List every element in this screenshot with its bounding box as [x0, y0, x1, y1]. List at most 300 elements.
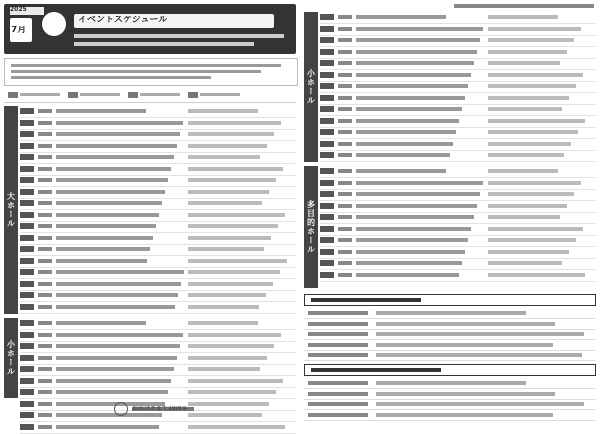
- section-tag-multipurpose-hall: [304, 166, 318, 288]
- section-tag-label: 多目的ホール: [306, 200, 316, 254]
- row-date-block: [320, 191, 334, 197]
- row-date-block: [20, 131, 34, 137]
- row-event-line: [356, 73, 471, 77]
- row-info-line: [188, 305, 259, 309]
- schedule-row: [320, 235, 596, 247]
- schedule-row: [20, 233, 296, 245]
- row-time-block: [38, 293, 52, 297]
- section-tag-large-hall: [4, 106, 18, 314]
- header-subtitle-line-2: [74, 42, 254, 46]
- row-info-line: [188, 132, 274, 136]
- table-row: [304, 350, 596, 361]
- row-time-block: [338, 261, 352, 265]
- row-date-block: [320, 249, 334, 255]
- row-date-block: [320, 49, 334, 55]
- row-date-block: [20, 389, 34, 395]
- row-event-line: [356, 169, 446, 173]
- row-time-block: [38, 224, 52, 228]
- row-time-block: [338, 38, 352, 42]
- table-cell-value: [376, 353, 582, 357]
- schedule-row: [320, 247, 596, 259]
- row-event-line: [56, 201, 162, 205]
- row-time-block: [38, 132, 52, 136]
- row-info-line: [188, 321, 258, 325]
- schedule-row: [20, 221, 296, 233]
- row-event-line: [56, 224, 156, 228]
- row-info-line: [188, 190, 269, 194]
- row-date-block: [20, 366, 34, 372]
- schedule-row: [20, 244, 296, 256]
- row-time-block: [338, 181, 352, 185]
- row-date-block: [20, 320, 34, 326]
- row-event-line: [56, 390, 168, 394]
- schedule-row: [20, 267, 296, 279]
- row-event-line: [56, 379, 171, 383]
- row-date-block: [320, 72, 334, 78]
- row-date-block: [20, 424, 34, 430]
- notice-line: [11, 76, 211, 79]
- table-cell-value: [376, 322, 555, 326]
- row-date-block: [320, 272, 334, 278]
- row-info-line: [188, 333, 281, 337]
- row-time-block: [338, 250, 352, 254]
- info-section-title: [304, 364, 596, 376]
- legend-chip: [128, 92, 138, 98]
- row-event-line: [56, 367, 174, 371]
- table-row: [304, 308, 596, 319]
- row-date-block: [20, 235, 34, 241]
- header-subtitle-line: [74, 34, 284, 38]
- row-time-block: [338, 142, 352, 146]
- schedule-row: [320, 201, 596, 213]
- row-info-line: [488, 238, 576, 242]
- row-date-block: [20, 223, 34, 229]
- row-event-line: [356, 50, 477, 54]
- row-event-line: [56, 167, 171, 171]
- row-time-block: [338, 153, 352, 157]
- row-info-line: [488, 153, 564, 157]
- row-info-line: [488, 169, 558, 173]
- row-time-block: [338, 50, 352, 54]
- row-event-line: [56, 321, 146, 325]
- row-time-block: [338, 227, 352, 231]
- schedule-row: [20, 330, 296, 342]
- schedule-row: [20, 353, 296, 365]
- row-info-line: [488, 273, 585, 277]
- row-time-block: [38, 402, 52, 406]
- row-info-line: [488, 192, 574, 196]
- row-date-block: [20, 401, 34, 407]
- row-time-block: [38, 390, 52, 394]
- row-date-block: [20, 292, 34, 298]
- row-date-block: [20, 343, 34, 349]
- row-info-line: [488, 73, 583, 77]
- row-event-line: [356, 15, 446, 19]
- schedule-row: [320, 24, 596, 36]
- schedule-row: [20, 152, 296, 164]
- schedule-row: [320, 258, 596, 270]
- table-cell-label: [308, 402, 368, 406]
- row-info-line: [188, 224, 278, 228]
- row-date-block: [20, 166, 34, 172]
- row-time-block: [38, 270, 52, 274]
- schedule-row: [320, 139, 596, 151]
- row-time-block: [38, 344, 52, 348]
- schedule-row: [320, 81, 596, 93]
- legend-chip: [188, 92, 198, 98]
- row-event-line: [356, 27, 483, 31]
- row-time-block: [338, 96, 352, 100]
- row-date-block: [320, 237, 334, 243]
- row-event-line: [356, 38, 480, 42]
- table-cell-label: [308, 392, 368, 396]
- schedule-row: [320, 224, 596, 236]
- row-time-block: [38, 167, 52, 171]
- row-date-block: [320, 152, 334, 158]
- row-event-line: [56, 293, 178, 297]
- legend-text: [80, 93, 120, 96]
- row-date-block: [20, 177, 34, 183]
- row-date-block: [320, 83, 334, 89]
- header-month: 7月: [11, 26, 27, 35]
- row-info-line: [488, 261, 562, 265]
- table-cell-value: [376, 413, 553, 417]
- table-cell-label: [308, 353, 368, 357]
- row-info-line: [188, 367, 260, 371]
- schedule-row: [20, 279, 296, 291]
- row-date-block: [320, 14, 334, 20]
- table-cell-label: [308, 413, 368, 417]
- row-info-line: [488, 15, 558, 19]
- table-row: [304, 399, 596, 410]
- schedule-row: [320, 58, 596, 70]
- row-date-block: [20, 355, 34, 361]
- right-page-header-line: [454, 4, 594, 8]
- row-date-block: [20, 378, 34, 384]
- row-time-block: [38, 121, 52, 125]
- row-info-line: [488, 38, 574, 42]
- venue-logo-icon: [42, 12, 66, 36]
- table-row: [304, 319, 596, 330]
- row-info-line: [488, 96, 569, 100]
- anniversary-footer: [114, 402, 194, 416]
- row-time-block: [38, 178, 52, 182]
- row-info-line: [188, 144, 267, 148]
- schedule-row: [20, 129, 296, 141]
- row-info-line: [188, 121, 281, 125]
- row-info-line: [188, 109, 258, 113]
- schedule-row: [20, 364, 296, 376]
- row-info-line: [188, 167, 283, 171]
- table-row: [304, 389, 596, 400]
- row-event-line: [356, 261, 462, 265]
- row-date-block: [20, 154, 34, 160]
- schedule-row: [320, 178, 596, 190]
- schedule-row: [320, 47, 596, 59]
- row-info-line: [488, 107, 562, 111]
- row-time-block: [338, 27, 352, 31]
- row-date-block: [320, 168, 334, 174]
- row-time-block: [38, 379, 52, 383]
- row-info-line: [188, 282, 273, 286]
- row-event-line: [356, 153, 450, 157]
- row-info-line: [188, 402, 269, 406]
- row-info-line: [488, 27, 581, 31]
- header-title: イベントスケジュール: [78, 16, 168, 25]
- row-info-line: [188, 425, 285, 429]
- notice-section-title: [304, 294, 596, 306]
- schedule-row: [20, 290, 296, 302]
- table-cell-label: [308, 322, 368, 326]
- table-row: [304, 340, 596, 351]
- schedule-row: [20, 198, 296, 210]
- row-date-block: [320, 26, 334, 32]
- row-time-block: [38, 109, 52, 113]
- row-event-line: [56, 109, 146, 113]
- row-date-block: [20, 281, 34, 287]
- schedule-row: [320, 70, 596, 82]
- row-date-block: [20, 143, 34, 149]
- row-info-line: [188, 178, 276, 182]
- row-time-block: [338, 107, 352, 111]
- table-cell-label: [308, 332, 368, 336]
- row-date-block: [20, 269, 34, 275]
- row-event-line: [56, 425, 159, 429]
- schedule-row: [20, 341, 296, 353]
- row-info-line: [488, 119, 585, 123]
- table-cell-value: [376, 381, 526, 385]
- row-time-block: [38, 213, 52, 217]
- row-time-block: [338, 215, 352, 219]
- row-date-block: [320, 37, 334, 43]
- schedule-row: [20, 302, 296, 314]
- row-date-block: [20, 108, 34, 114]
- row-event-line: [56, 121, 183, 125]
- row-info-line: [188, 155, 260, 159]
- row-time-block: [38, 282, 52, 286]
- row-date-block: [20, 200, 34, 206]
- row-event-line: [356, 107, 462, 111]
- legend-chip: [68, 92, 78, 98]
- schedule-row: [320, 270, 596, 282]
- legend-text: [140, 93, 180, 96]
- row-time-block: [38, 247, 52, 251]
- schedule-row: [20, 376, 296, 388]
- row-date-block: [20, 412, 34, 418]
- table-cell-value: [376, 392, 555, 396]
- notice-box: [4, 58, 298, 86]
- row-date-block: [20, 120, 34, 126]
- row-time-block: [38, 321, 52, 325]
- header-year: 2025: [10, 7, 27, 13]
- row-info-line: [188, 213, 285, 217]
- table-cell-value: [376, 332, 584, 336]
- schedule-row: [320, 35, 596, 47]
- table-cell-value: [376, 402, 584, 406]
- row-date-block: [320, 106, 334, 112]
- table-cell-label: [308, 381, 368, 385]
- legend-text: [20, 93, 60, 96]
- row-time-block: [338, 73, 352, 77]
- row-event-line: [56, 144, 177, 148]
- row-time-block: [38, 155, 52, 159]
- row-event-line: [356, 204, 477, 208]
- row-time-block: [338, 273, 352, 277]
- row-event-line: [56, 305, 175, 309]
- schedule-header: [4, 4, 296, 54]
- table-row: [304, 329, 596, 340]
- row-info-line: [188, 270, 280, 274]
- table-row: [304, 378, 596, 389]
- table-cell-value: [376, 343, 553, 347]
- row-time-block: [38, 413, 52, 417]
- row-event-line: [56, 356, 177, 360]
- schedule-row: [20, 256, 296, 268]
- anniversary-text: おかげさまで10周年: [132, 406, 188, 412]
- row-info-line: [488, 50, 567, 54]
- anniversary-logo-icon: [114, 402, 128, 416]
- schedule-row: [320, 189, 596, 201]
- row-time-block: [338, 204, 352, 208]
- legend-row: [4, 88, 296, 103]
- section-tag-small-hall: [4, 318, 18, 398]
- row-date-block: [320, 226, 334, 232]
- row-date-block: [20, 258, 34, 264]
- row-time-block: [38, 367, 52, 371]
- section-tag-label: 小ホール: [6, 340, 16, 376]
- row-info-line: [188, 344, 274, 348]
- row-event-line: [356, 192, 480, 196]
- row-event-line: [56, 259, 147, 263]
- row-event-line: [356, 84, 468, 88]
- schedule-row: [20, 118, 296, 130]
- row-event-line: [356, 96, 465, 100]
- row-info-line: [488, 130, 578, 134]
- row-time-block: [338, 238, 352, 242]
- schedule-row: [320, 104, 596, 116]
- row-time-block: [38, 305, 52, 309]
- table-cell-label: [308, 311, 368, 315]
- schedule-row: [20, 187, 296, 199]
- row-info-line: [488, 227, 583, 231]
- row-event-line: [356, 215, 474, 219]
- row-time-block: [38, 201, 52, 205]
- row-date-block: [320, 60, 334, 66]
- row-date-block: [320, 214, 334, 220]
- row-event-line: [56, 155, 174, 159]
- row-event-line: [56, 333, 183, 337]
- schedule-row: [20, 106, 296, 118]
- row-event-line: [356, 273, 459, 277]
- row-event-line: [56, 190, 165, 194]
- schedule-row: [320, 150, 596, 162]
- schedule-row: [320, 127, 596, 139]
- row-event-line: [56, 132, 180, 136]
- row-event-line: [356, 227, 471, 231]
- row-info-line: [488, 204, 567, 208]
- left-page: [4, 4, 296, 419]
- table-row: [304, 410, 596, 421]
- notice-line: [11, 64, 281, 67]
- row-date-block: [320, 118, 334, 124]
- row-event-line: [356, 181, 483, 185]
- row-event-line: [356, 238, 468, 242]
- table-cell-label: [308, 343, 368, 347]
- row-time-block: [338, 119, 352, 123]
- row-time-block: [38, 356, 52, 360]
- row-date-block: [320, 180, 334, 186]
- row-event-line: [356, 119, 459, 123]
- row-date-block: [20, 304, 34, 310]
- row-time-block: [38, 236, 52, 240]
- section-tag-label: 小ホール: [306, 69, 316, 105]
- row-time-block: [338, 192, 352, 196]
- row-info-line: [488, 142, 571, 146]
- row-time-block: [38, 190, 52, 194]
- row-date-block: [20, 189, 34, 195]
- row-event-line: [56, 282, 181, 286]
- schedule-row: [320, 212, 596, 224]
- legend-chip: [8, 92, 18, 98]
- row-event-line: [356, 130, 456, 134]
- row-info-line: [488, 181, 581, 185]
- row-date-block: [20, 332, 34, 338]
- info-title-line: [311, 368, 441, 372]
- schedule-row: [320, 93, 596, 105]
- schedule-row: [20, 422, 296, 434]
- row-time-block: [338, 84, 352, 88]
- row-event-line: [56, 236, 153, 240]
- row-time-block: [338, 130, 352, 134]
- row-info-line: [188, 379, 283, 383]
- schedule-row: [20, 141, 296, 153]
- row-date-block: [320, 260, 334, 266]
- row-date-block: [320, 203, 334, 209]
- row-info-line: [188, 259, 287, 263]
- schedule-row: [20, 387, 296, 399]
- row-info-line: [488, 250, 569, 254]
- row-event-line: [356, 250, 465, 254]
- schedule-row: [20, 210, 296, 222]
- section-tag-small-hall-right: [304, 12, 318, 162]
- row-info-line: [188, 293, 266, 297]
- schedule-row: [320, 12, 596, 24]
- schedule-row: [20, 164, 296, 176]
- row-time-block: [338, 61, 352, 65]
- notice-line: [11, 70, 261, 73]
- row-date-block: [320, 129, 334, 135]
- row-event-line: [56, 247, 150, 251]
- row-date-block: [20, 212, 34, 218]
- row-date-block: [20, 246, 34, 252]
- row-time-block: [38, 144, 52, 148]
- schedule-row: [20, 318, 296, 330]
- row-time-block: [38, 259, 52, 263]
- row-time-block: [38, 425, 52, 429]
- row-info-line: [188, 201, 262, 205]
- row-time-block: [338, 15, 352, 19]
- row-info-line: [188, 236, 271, 240]
- row-info-line: [488, 84, 576, 88]
- schedule-row: [20, 175, 296, 187]
- row-info-line: [188, 390, 276, 394]
- table-cell-value: [376, 311, 526, 315]
- row-time-block: [38, 333, 52, 337]
- schedule-row: [320, 166, 596, 178]
- row-event-line: [56, 213, 159, 217]
- right-page: [304, 4, 596, 419]
- row-event-line: [56, 270, 184, 274]
